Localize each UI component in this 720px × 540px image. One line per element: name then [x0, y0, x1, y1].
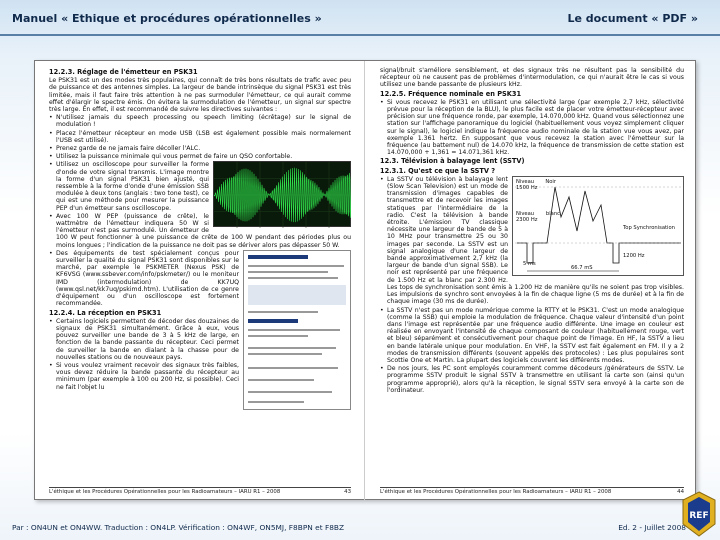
- section-title: 12.2.3. Réglage de l'émetteur en PSK31: [49, 68, 198, 76]
- page-number: 43: [344, 489, 351, 495]
- page-footer: [49, 487, 351, 495]
- page-divider: [364, 61, 365, 501]
- list-item: • De nos jours, les PC sont employés couramment comme décodeurs /générateurs de SSTV. Le programme SSTV produit le signal SSTV à transmettre en utilisant la carte son (ainsi qu'un programme approprié), alors qu'à la réception, le signal SSTV sera envoyé à la carte son de l'ordinateur.: [380, 365, 684, 394]
- logo-text: REF: [689, 511, 709, 521]
- bullet-list: [380, 176, 684, 394]
- list-item-text: Des équipements de test spécialement conçus pour surveiller la qualité du signal PSK31 sont disponibles sur le marché, par exemple le PSKMETER (Nexus PSK) de KF6VSG (www.ssbever.com/info/pskmeter/) ou le moniteur IMD (intermodulation) de KK7UQ (www.qsl.net/kk7uq/pskimd.htm). L'utilisation de ce genre d'équipement ou d'un oscilloscope est fortement recommandée.: [56, 249, 239, 308]
- list-item: [380, 176, 684, 306]
- list-item: • Certains logiciels permettent de décoder des douzaines de signaux de PSK31 simultanément. Grâce à eux, vous pouvez surveiller une bande de 3 à 5 kHz de large, en fonction de la bande passante du récepteur. Ceci permet de surveiller la bande en dialant à la chasse pour de nouvelles stations ou de nouveaux pays.: [49, 318, 351, 361]
- slide-title-left: Manuel « Ethique et procédures opérationnelles »: [12, 12, 322, 25]
- label-66ms: 66.7 mS: [571, 264, 593, 271]
- section-title: 12.2.5. Fréquence nominale en PSK31: [380, 89, 522, 98]
- subsection-title: 12.3.1. Qu'est ce que la SSTV ?: [380, 166, 496, 175]
- paragraph: Le PSK31 est un des modes très populaires, qui connaît de très bons résultats de trafic avec peu de puissance et des antennes simples. La largeur de bande intrinsèque du signal PSK31 est très limitée, mais il faut faire très attention à ne pas surmoduler l'émetteur, ce qui aurait comme effet d'élargir le spectre émis. On évitera la surmodulation de l'émetteur, un signal sur spectre très large. En effet, il est recommandé de suivre les directives suivantes :: [49, 77, 351, 114]
- footer-text: L'éthique et les Procédures Opérationnelles pour les Radioamateurs – IARU R1 – 2008: [49, 489, 281, 495]
- label-sync: Top Synchronisation: [623, 224, 675, 231]
- ref-logo: [680, 490, 718, 538]
- credits-footer: Par : ON4UN et ON4WW. Traduction : ON4LP. Vérification : ON4WF, ON5MJ, F8BPN et F8BZ: [12, 523, 345, 532]
- list-item: [49, 250, 351, 308]
- page-number: 44: [677, 489, 684, 495]
- label-5ms: 5 ms: [523, 260, 536, 267]
- list-item: • N'utilisez jamais du speech processing ou speech limiting (écrêtage) sur le signal de modulation !: [49, 114, 351, 128]
- bullet-list: [49, 114, 351, 307]
- section-title: 12.2.4. La réception en PSK31: [49, 308, 162, 317]
- list-item: [49, 161, 351, 211]
- list-item: • Placez l'émetteur récepteur en mode USB (LSB est également possible mais normalement l'USB est utilisé).: [49, 130, 351, 144]
- list-item: • Si vous voulez vraiment recevoir des signaux très faibles, vous devez réduire la bande passante du récepteur au minimum (par exemple à 100 ou 200 Hz, si possible). Ceci ne fait l'objet lu: [49, 362, 351, 391]
- pdf-page-right: [380, 67, 684, 495]
- list-item: • Utilisez la puissance minimale qui vous permet de faire un QSO confortable.: [49, 153, 351, 160]
- paragraph: signal/bruit s'améliore sensiblement, et des signaux très ne résultent pas la sensibilité du récepteur où ne causent pas de problèmes d'intermodulation, ce qui n'aurait être le cas si vous utilisez une bande passante de plusieurs kHz.: [380, 67, 684, 89]
- bullet-list: [49, 318, 351, 391]
- pdf-page-left: [49, 67, 351, 495]
- list-item: • Prenez garde de ne jamais faire décoller l'ALC.: [49, 145, 351, 152]
- label-1200hz: 1200 Hz: [623, 252, 645, 259]
- header-divider: [0, 34, 720, 36]
- footer-text: L'éthique et les Procédures Opérationnelles pour les Radioamateurs – IARU R1 – 2008: [380, 489, 612, 495]
- section-title: 12.3. Télévision à balayage lent (SSTV): [380, 157, 525, 166]
- list-item: • Si vous recevez le PSK31 en utilisant une sélectivité large (par exemple 2,7 kHz, sélectivité prévue pour la réception de la BLU), le plus facile est de placer votre émetteur-récepteur avec précision sur une fréquence ronde, par exemple, 14.070,000 kHz. Quand vous sélectionnez une station sur l'affichage panoramique du logiciel (habituellement vous voyez simplement cliquer sur le signal), le logiciel indique la fréquence audio nominale de la station vue vous avez, par exemple 1.361 hertz. En supposant que vous recevez la station avec l'émetteur sur la fréquence (au battement nul) de 14.070 kHz, la fréquence de transmission de cette station est 14.070,000 + 1,361 = 14.071,361 kHz.: [380, 99, 684, 157]
- list-item: • Avec 100 W PEP (puissance de crête), le wattmètre de l'émetteur indiquera 50 W si l'émetteur n'est pas surmodulé. Un émetteur de 100 W peut fonctionner à une puissance de crête de 100 W pendant des périodes plus ou moins longues ; l'indication de la puissance ne doit pas se dériver alors pas dépasser 50 W.: [49, 213, 351, 249]
- label-white-level: Niveau blanc 2300 Hz: [516, 210, 560, 223]
- list-item-text: La SSTV ou télévision à balayage lent (Slow Scan Television) est un mode de transmission d'images capables de transmettre et de recevoir les images statiques par l'intermédiaire de la radio. C'est la télévision à bande étroite. L'émission TV classique nécessite une largeur de bande de 5 à 10 MHz pour transmettre 25 ou 30 images par seconde. La SSTV est un signal analogique d'une largeur de bande approximativement 2,7 kHz (la largeur de bande d'un signal SSB). Le noir est représenté par une fréquence de 1.500 Hz et la blanc par 2.300 Hz. Les tops de synchronisation sont émis à 1.200 Hz de manière qu'ils ne soient pas trop visibles. Les impulsions de synchro sont envoyées à la fin de chaque ligne (5 ms de durée) et à la fin de chaque image (30 ms de durée).: [387, 175, 684, 306]
- slide-title-right: Le document « PDF »: [567, 12, 698, 25]
- list-item-text: Utilisez un oscilloscope pour surveiller la forme d'onde de votre signal transmis. L'image montre la forme d'un signal PSK31 bien ajusté, qui ressemble à la forme d'onde d'une émission SSB modulée à deux tons (anglais : two tone test), ce qui est une méthode pour mesurer la puissance PEP d'un émetteur sans oscilloscope.: [56, 161, 209, 212]
- sstv-signal-diagram: [512, 176, 684, 276]
- pdf-document-preview: [34, 60, 696, 500]
- bullet-list: [380, 99, 684, 157]
- edition-footer: Ed. 2 - Juillet 2008: [618, 523, 686, 532]
- list-item: • La SSTV n'est pas un mode numérique comme la RTTY et le PSK31. C'est un mode analogique (comme la SSB) qui emploie la modulation de fréquence. Chaque valeur d'intensité d'un point dans l'image est représentée par une fréquence audio différente. Une image en couleur est réalisée en envoyant l'intensité de chaque composant de couleur (habituellement rouge, vert et bleu) séparément et consécutivement pour chaque point de l'image. En HF, la SSTV a lieu en bande latérale unique pour modulation. En VHF, la SSTV est fait également en FM. Il y a 2 modes de transmission différents (souvent appelés des protocoles) : Les plus populaires sont Scottie One et Martin. La plupart des logiciels couvrent les différents modes.: [380, 307, 684, 365]
- page-footer: [380, 487, 684, 495]
- label-black-level: • Niveau Noir 1500 Hz: [516, 178, 556, 191]
